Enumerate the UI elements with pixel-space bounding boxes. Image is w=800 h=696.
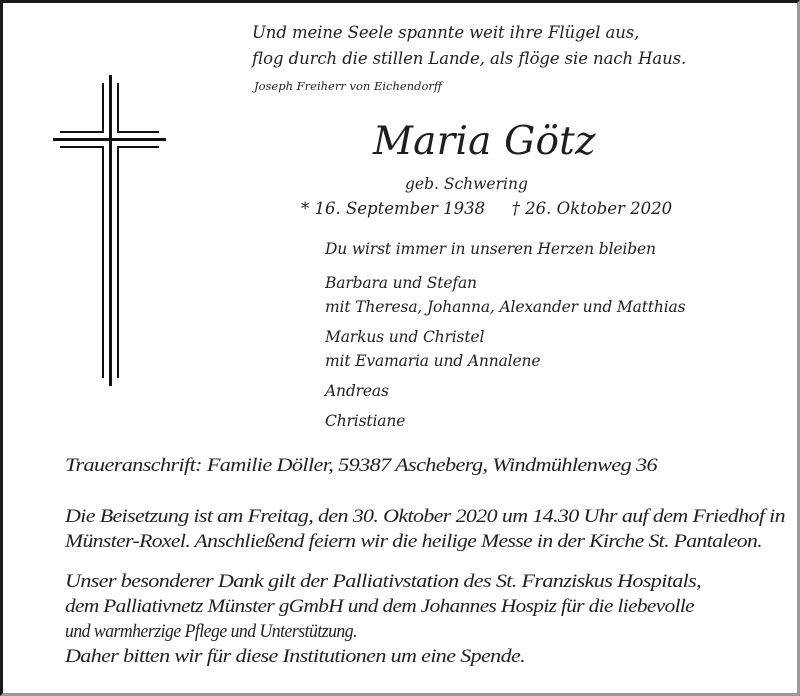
poem-line-2: flog durch die stillen Lande, als flöge sie nach Haus. xyxy=(252,49,687,68)
cross-right-vertical-lower xyxy=(117,146,119,378)
life-dates xyxy=(301,199,672,218)
family-motto: Du wirst immer in unseren Herzen bleiben xyxy=(325,240,656,258)
thanks-line-3: und warmherzige Pflege und Unterstützung. xyxy=(65,621,357,642)
thanks-line-2: dem Palliativnetz Münster gGmbH und dem Johannes Hospiz für die liebevolle xyxy=(65,596,694,617)
family-line: mit Evamaria und Annalene xyxy=(325,352,541,370)
deceased-name: Maria Götz xyxy=(373,119,596,164)
death-date: 26. Oktober 2020 xyxy=(525,199,673,218)
poem-line-1: Und meine Seele spannte weit ihre Flügel aus, xyxy=(252,23,640,42)
cross-lower-right-horizontal xyxy=(117,146,159,148)
cross-left-vertical-upper xyxy=(102,83,104,132)
funeral-line-2: Münster-Roxel. Anschließend feiern wir die heilige Messe in der Kirche St. Pantaleon. xyxy=(65,531,762,552)
cross-right-vertical-upper xyxy=(117,83,119,132)
birth-symbol: * xyxy=(301,199,310,218)
family-line: Andreas xyxy=(325,382,389,400)
cross-upper-right-horizontal xyxy=(117,131,159,133)
family-line: mit Theresa, Johanna, Alexander und Matthias xyxy=(325,298,686,316)
birth-name: geb. Schwering xyxy=(405,175,528,193)
cross-left-vertical-lower xyxy=(102,146,104,378)
mourning-address: Traueranschrift: Familie Döller, 59387 Ascheberg, Windmühlenweg 36 xyxy=(65,455,657,476)
family-line: Markus und Christel xyxy=(325,328,485,346)
funeral-line-1: Die Beisetzung ist am Freitag, den 30. Oktober 2020 um 14.30 Uhr auf dem Friedhof in xyxy=(65,506,786,527)
death-symbol-icon: † xyxy=(511,199,520,218)
family-line: Barbara und Stefan xyxy=(325,274,477,292)
birth-date: 16. September 1938 xyxy=(314,199,486,218)
family-line: Christiane xyxy=(325,412,406,430)
cross-center-horizontal xyxy=(53,138,166,141)
cross-icon xyxy=(3,3,203,403)
cross-center-vertical xyxy=(109,75,112,386)
poem-author: Joseph Freiherr von Eichendorff xyxy=(254,79,443,93)
thanks-line-4: Daher bitten wir für diese Institutionen um eine Spende. xyxy=(65,646,525,667)
cross-upper-left-horizontal xyxy=(60,131,104,133)
thanks-line-1: Unser besonderer Dank gilt der Palliativstation des St. Franziskus Hospitals, xyxy=(65,571,701,592)
cross-lower-left-horizontal xyxy=(60,146,104,148)
